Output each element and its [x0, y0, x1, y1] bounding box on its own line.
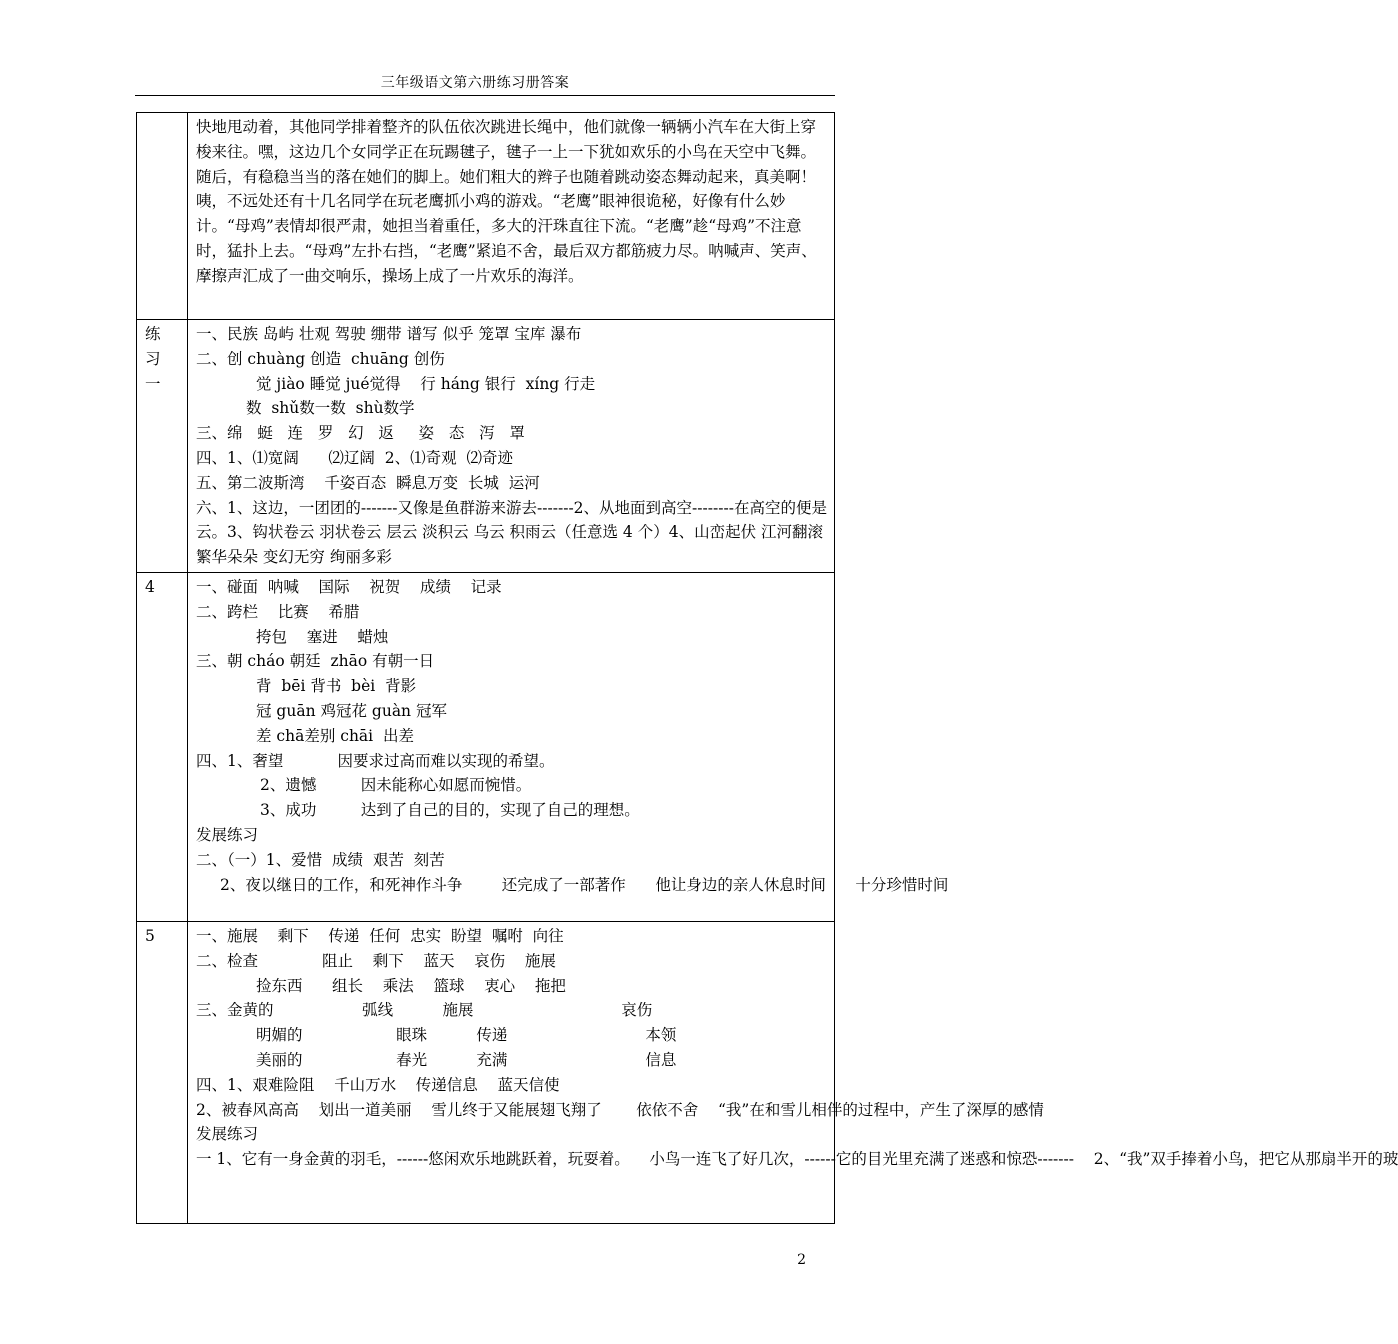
- row-content: [188, 921, 1398, 1223]
- answer-line: 二、检查 阻止 剩下 蓝天 哀伤 施展: [196, 951, 556, 970]
- answer-line: 美丽的 春光 充满 信息: [256, 1050, 677, 1069]
- answer-line: 四、1、奢望 因要求过高而难以实现的希望。: [196, 751, 555, 770]
- answer-line: 三、绵 蜓 连 罗 幻 返 姿 态 泻 罩: [196, 424, 525, 443]
- answer-line: 四、1、艰难险阻 千山万水 传递信息 蓝天信使: [196, 1075, 560, 1094]
- row-label-char: 练: [145, 325, 161, 343]
- answer-line: 五、第二波斯湾 千姿百态 瞬息万变 长城 运河: [196, 473, 540, 492]
- row-label: 5: [137, 921, 188, 1223]
- row-content: [188, 113, 835, 320]
- answer-line: 二、（一）1、爱惜 成绩 艰苦 刻苦: [196, 850, 445, 869]
- answer-line: 三、朝 cháo 朝廷 zhāo 有朝一日: [196, 652, 435, 671]
- row-label-char: 习: [145, 349, 161, 368]
- header-rule: [135, 95, 835, 96]
- answer-line: 数 shǔ数一数 shù数学: [246, 399, 415, 418]
- answer-line: 四、1、⑴宽阔 ⑵辽阔 2、⑴奇观 ⑵奇迹: [196, 448, 513, 467]
- answer-line: 三、金黄的 弧线 施展 哀伤: [196, 1001, 653, 1020]
- answer-line: 3、成功 达到了自己的目的，实现了自己的理想。: [260, 801, 640, 820]
- answer-line: 明媚的 眼珠 传递 本领: [256, 1026, 677, 1045]
- answer-table: [136, 112, 1398, 1224]
- table-row: [137, 921, 835, 1223]
- answer-line: 2、被春风高高 划出一道美丽 雪儿终于又能展翅飞翔了 依依不舍 “我”在和雪儿相伴的过程中，产生了深厚的感情: [196, 1100, 1044, 1119]
- table-row: [137, 320, 835, 573]
- page-number: 2: [797, 1252, 806, 1268]
- table-row: [137, 113, 835, 320]
- table-row: [137, 572, 835, 921]
- answer-line: 二、创 chuàng 创造 chuāng 创伤: [196, 349, 445, 368]
- answer-line: 觉 jiào 睡觉 jué觉得 行 háng 银行 xíng 行走: [256, 374, 596, 393]
- row-content: [188, 320, 835, 573]
- answer-line: 背 bēi 背书 bèi 背影: [256, 677, 417, 696]
- answer-line: 捡东西 组长 乘法 篮球 衷心 拖把: [256, 976, 566, 995]
- answer-line: 冠 guān 鸡冠花 guàn 冠军: [256, 701, 447, 720]
- section-heading: 发展练习: [196, 825, 259, 844]
- answer-line: 2、遗憾 因未能称心如愿而惋惜。: [260, 776, 532, 795]
- row-label: 4: [137, 572, 188, 921]
- answer-line: 2、夜以继日的工作，和死神作斗争 还完成了一部著作 他让身边的亲人休息时间 十分珍惜时间: [220, 875, 949, 894]
- row-label: [137, 320, 188, 573]
- answer-line: 六、1、这边，一团团的-------又像是鱼群游来游去-------2、从地面到高空--------在高空的便是云。3、钩状卷云 羽状卷云 层云 淡积云 乌云 积雨云（任意选 4 个）4、山峦起伏 江河翻滚 繁华朵朵 变幻无穷 绚丽多彩: [196, 498, 827, 567]
- answer-line: 一、碰面 呐喊 国际 祝贺 成绩 记录: [196, 577, 502, 596]
- answer-line: 一、施展 剩下 传递 任何 忠实 盼望 嘱咐 向往: [196, 926, 564, 945]
- row-label: [137, 113, 188, 320]
- answer-line: 挎包 塞进 蜡烛: [256, 627, 389, 646]
- essay-paragraph: 快地甩动着，其他同学排着整齐的队伍依次跳进长绳中，他们就像一辆辆小汽车在大街上穿梭来往。嘿，这边几个女同学正在玩踢毽子，毽子一上一下犹如欢乐的小鸟在天空中飞舞。随后，有稳稳当当的落在她们的脚上。她们粗大的辫子也随着跳动姿态舞动起来，真美啊！咦，不远处还有十几名同学在玩老鹰抓小鸡的游戏。“老鹰”眼神很诡秘，好像有什么妙计。“母鸡”表情却很严肃，她担当着重任，多大的汗珠直往下流。“老鹰”趁“母鸡”不注意时，猛扑上去。“母鸡”左扑右挡，“老鹰”紧追不舍，最后双方都筋疲力尽。呐喊声、笑声、摩擦声汇成了一曲交响乐，操场上成了一片欢乐的海洋。: [196, 118, 817, 285]
- answer-line: 一、民族 岛屿 壮观 驾驶 绷带 谱写 似乎 笼罩 宝库 瀑布: [196, 325, 582, 343]
- answer-line: 差 chā差别 chāi 出差: [256, 726, 414, 745]
- page-header-title: 三年级语文第六册练习册答案: [380, 75, 570, 91]
- row-label-char: 一: [145, 374, 161, 393]
- answer-line: 一 1、它有一身金黄的羽毛，------悠闲欢乐地跳跃着，玩耍着。 小鸟一连飞了好几次，------它的目光里充满了迷惑和惊恐------- 2、“我”双手捧着小鸟，把它从那扇半开的玻: [196, 1150, 1398, 1169]
- row-content: [188, 572, 949, 921]
- section-heading: 发展练习: [196, 1125, 259, 1144]
- answer-line: 二、跨栏 比赛 希腊: [196, 602, 360, 621]
